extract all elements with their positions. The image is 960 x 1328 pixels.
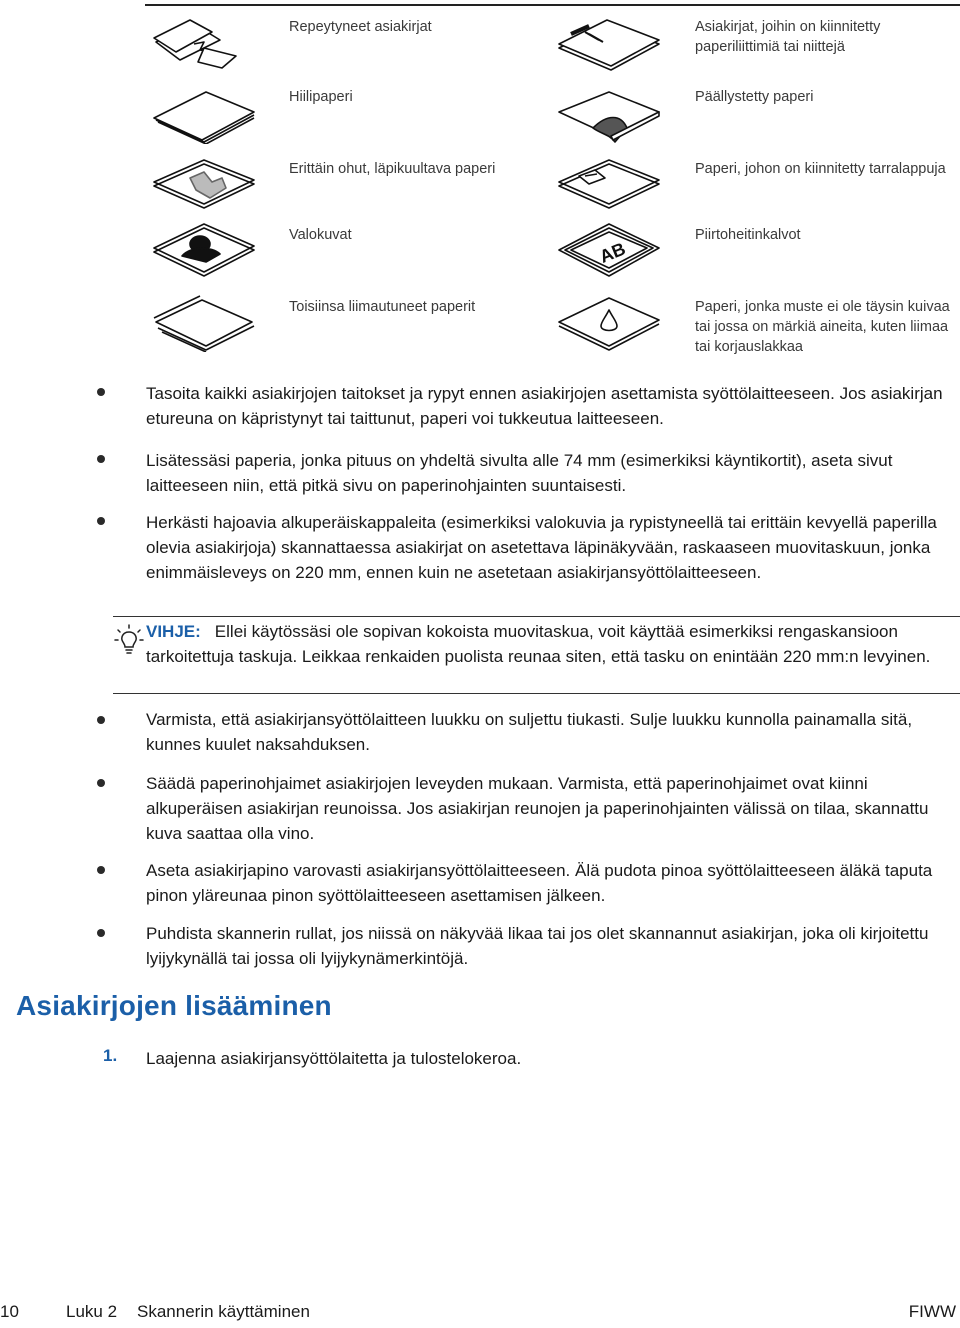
bullet-text: Herkästi hajoavia alkuperäiskappaleita (esimerkiksi valokuvia ja rypistyneellä tai erittäin kevyellä paperilla olevia asiakirjoja) skannattaessa asiakirjat on asetettava läpinäkyvään, raskaaseen muovitaskuun, jonka enimmäisleveys on 220 mm, ennen kuin ne asetetaan asiakirjansyöttölaitteeseen. (146, 513, 937, 582)
section-heading: Asiakirjojen lisääminen (16, 990, 332, 1021)
torn-paper-icon (150, 12, 260, 72)
thin-paper-icon (150, 154, 260, 214)
step-number: 1. (103, 1046, 118, 1065)
photo-icon (150, 220, 260, 280)
table-right-label: Asiakirjat, joihin on kiinnitetty paperiliittimiä tai niittejä (695, 19, 881, 55)
table-top-rule (145, 4, 960, 6)
lightbulb-icon (114, 623, 144, 657)
wet-ink-paper-icon (555, 292, 665, 352)
table-right-label: Päällystetty paperi (695, 89, 814, 105)
stapled-paper-icon (555, 12, 665, 72)
glued-paper-icon (150, 292, 260, 352)
table-right-label: Paperi, jonka muste ei ole täysin kuivaa tai jossa on märkiä aineita, kuten liimaa tai korjauslakkaa (695, 299, 950, 355)
table-left-label: Hiilipaperi (289, 89, 353, 105)
table-left-label: Toisiinsa liimautuneet paperit (289, 299, 476, 315)
carbon-paper-icon (150, 84, 260, 144)
bullet-dot (97, 866, 105, 874)
transparency-icon (555, 220, 665, 280)
bullet-dot (97, 455, 105, 463)
bullet-text: Tasoita kaikki asiakirjojen taitokset ja rypyt ennen asiakirjojen asettamista syöttölaitteeseen. Jos asiakirjan etureuna on käpristynyt tai taittunut, paperi voi tukkeutua laitteeseen. (146, 384, 943, 428)
footer-chapter-title: Skannerin käyttäminen (137, 1302, 310, 1321)
tip-text: Ellei käytössäsi ole sopivan kokoista muovitaskua, voit käyttää esimerkiksi rengaskansioon tarkoitettuja taskuja. Leikkaa renkaiden puolista reunaa siten, että tasku on enintään 220 mm:n levyinen. (146, 622, 931, 666)
coated-paper-icon (555, 84, 665, 144)
table-left-label: Erittäin ohut, läpikuultava paperi (289, 161, 496, 177)
table-right-label: Paperi, johon on kiinnitetty tarralappuja (695, 161, 946, 177)
bullet-dot (97, 929, 105, 937)
tip-label: VIHJE: (146, 622, 201, 641)
sticky-note-paper-icon (555, 154, 665, 214)
svg-text:AB: AB (596, 238, 629, 267)
footer-page-number: 10 (0, 1302, 19, 1321)
bullet-text: Aseta asiakirjapino varovasti asiakirjansyöttölaitteeseen. Älä pudota pinoa syöttölaitteeseen äläkä taputa pinon yläreunaa pinon syöttölaitteeseen asettamisen jälkeen. (146, 861, 933, 905)
bullet-text: Lisätessäsi paperia, jonka pituus on yhdeltä sivulta alle 74 mm (esimerkiksi käyntikortit), aseta sivut laitteeseen niin, että pitkä sivu on paperinohjainten suuntaisesti. (146, 451, 893, 495)
footer-code: FIWW (908, 1302, 956, 1321)
bullet-dot (97, 388, 105, 396)
bullet-text: Varmista, että asiakirjansyöttölaitteen luukku on suljettu tiukasti. Sulje luukku kunnolla painamalla sitä, kunnes kuulet naksahduksen. (146, 710, 913, 754)
bullet-text: Säädä paperinohjaimet asiakirjojen leveyden mukaan. Varmista, että paperinohjaimet ovat kiinni alkuperäisen asiakirjan reunoissa. Jos asiakirjan reunojen ja paperinohjainten välissä on tilaa, skannattu kuva saattaa olla vino. (146, 774, 929, 843)
table-right-label: Piirtoheitinkalvot (695, 227, 801, 243)
bullet-dot (97, 517, 105, 525)
bullet-dot (97, 716, 105, 724)
tip-text-block (146, 619, 960, 669)
tip-top-rule (113, 616, 960, 617)
footer-chapter: Luku 2 (66, 1302, 118, 1321)
bullet-text: Puhdista skannerin rullat, jos niissä on näkyvää likaa tai jos olet skannannut asiakirjan, joka oli kirjoitettu lyijykynällä tai jossa oli lyijykynämerkintöjä. (146, 924, 929, 968)
table-left-label: Repeytyneet asiakirjat (289, 19, 432, 35)
tip-bottom-rule (113, 693, 960, 694)
bullet-dot (97, 779, 105, 787)
step-text: Laajenna asiakirjansyöttölaitetta ja tulostelokeroa. (146, 1049, 522, 1068)
table-left-label: Valokuvat (289, 227, 352, 243)
